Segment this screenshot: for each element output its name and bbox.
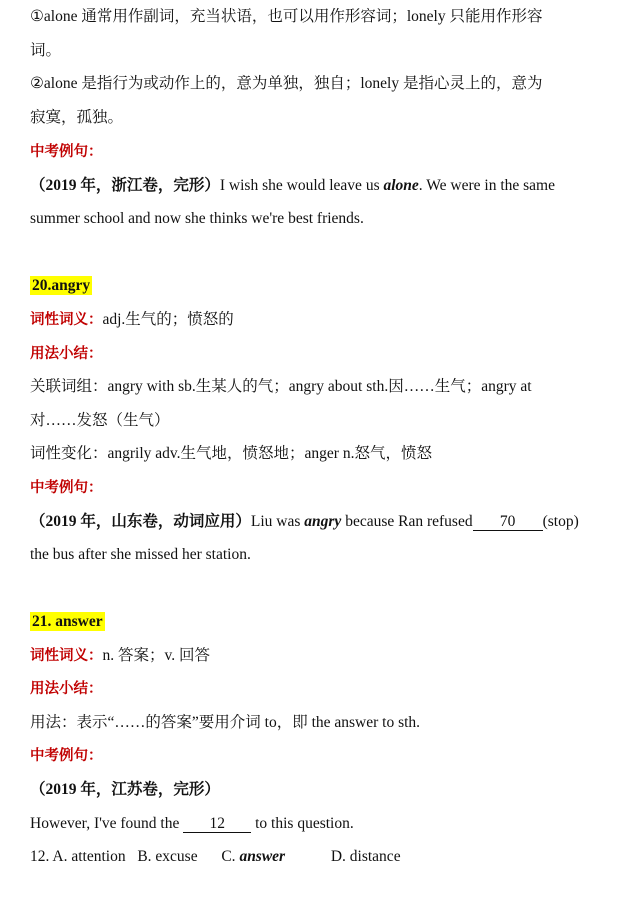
alone-note-2-line-2: 寂寞，孤独。 <box>30 109 124 126</box>
option-c: answer <box>239 848 286 865</box>
answer-usage-label: 用法小结： <box>30 681 103 697</box>
answer-usage-text: 用法：表示“……的答案”要用介词 to，即 the answer to sth. <box>30 714 421 731</box>
answer-options <box>30 847 626 867</box>
alone-note-2-line-1: ②alone 是指行为或动作上的，意为单独，独自；lonely 是指心灵上的，意为 <box>30 75 543 92</box>
alone-example-heading: 中考例句： <box>30 144 103 160</box>
alone-example-line-1 <box>30 176 626 196</box>
answer-title: 21. answer <box>32 613 103 630</box>
angry-phrases-line-1: 关联词组：angry with sb.生某人的气；angry about sth.因……生气；angry at <box>30 378 532 395</box>
angry-example-pre: Liu was <box>250 513 305 530</box>
angry-answer-blank: 70 <box>473 514 543 531</box>
answer-example-heading: 中考例句： <box>30 748 103 764</box>
angry-forms: 词性变化：angrily adv.生气地，愤怒地；anger n.怒气，愤怒 <box>30 445 432 462</box>
angry-title: 20.angry <box>32 277 91 294</box>
alone-example-post: . We were in the same <box>418 177 555 194</box>
option-b: B. excuse <box>137 848 198 865</box>
answer-example-sentence <box>30 814 626 834</box>
angry-example-line-1 <box>30 512 626 532</box>
angry-phrases-line-2: 对……发怒（生气） <box>30 412 170 429</box>
angry-example-source: （2019 年，山东卷，动词应用） <box>30 513 251 530</box>
answer-blank: 12 <box>183 816 251 833</box>
option-a: 12. A. attention <box>30 848 126 865</box>
answer-pos-value: n. 答案；v. 回答 <box>102 647 210 664</box>
angry-example-heading: 中考例句： <box>30 480 103 496</box>
option-c-label: C. <box>221 848 236 865</box>
angry-example-mid: because Ran refused <box>341 513 473 530</box>
answer-example-post: to this question. <box>251 815 354 832</box>
angry-section-title <box>30 276 626 296</box>
answer-pos-line <box>30 646 626 666</box>
angry-usage-label: 用法小结： <box>30 346 103 362</box>
alone-note-1-line-1: ①alone 通常用作副词，充当状语，也可以用作形容词；lonely 只能用作形容 <box>30 8 543 25</box>
angry-example-key: angry <box>304 513 342 530</box>
answer-pos-label: 词性词义： <box>30 648 103 664</box>
alone-example-source: （2019 年，浙江卷，完形） <box>30 177 220 194</box>
alone-example-pre: I wish she would leave us <box>219 177 384 194</box>
angry-example-post: (stop) <box>542 513 579 530</box>
answer-example-pre: However, I've found the <box>30 815 184 832</box>
angry-pos-value: adj.生气的；愤怒的 <box>102 311 234 328</box>
angry-pos-line <box>30 310 626 330</box>
angry-pos-label: 词性词义： <box>30 312 103 328</box>
alone-note-1-line-2: 词。 <box>30 42 62 59</box>
alone-example-key: alone <box>383 177 419 194</box>
angry-example-line-2: the bus after she missed her station. <box>30 546 251 563</box>
option-d: D. distance <box>330 848 401 865</box>
alone-example-line-2: summer school and now she thinks we're best friends. <box>30 210 364 227</box>
answer-example-source: （2019 年，江苏卷，完形） <box>30 781 220 798</box>
answer-section-title <box>30 612 626 632</box>
